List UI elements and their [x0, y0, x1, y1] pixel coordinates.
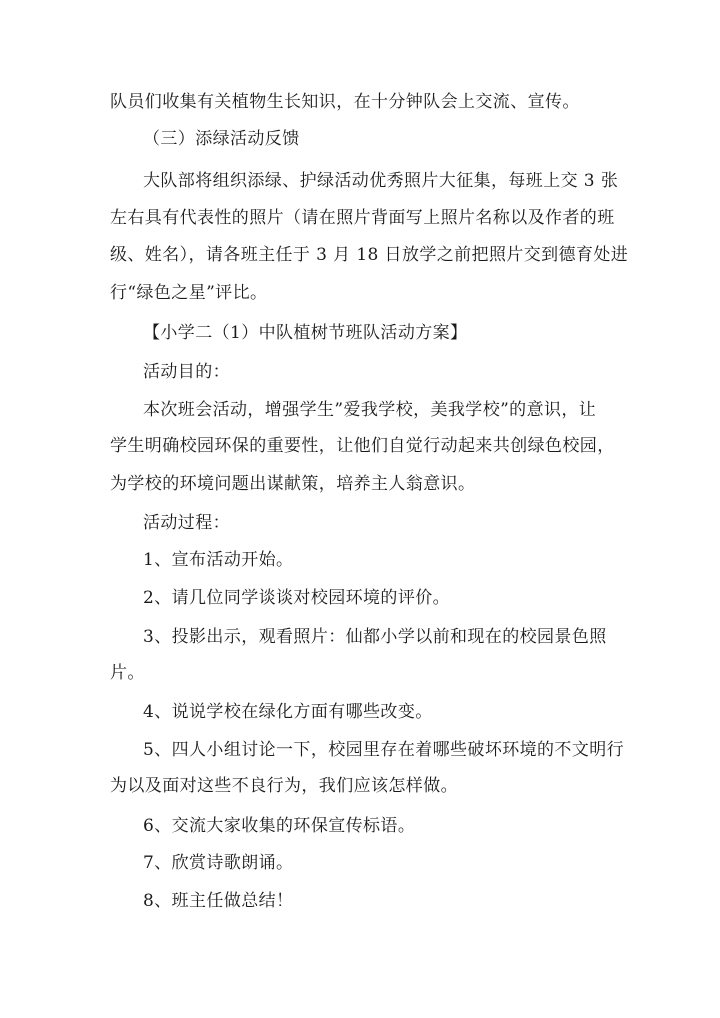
- text-line: 学生明确校园环保的重要性，让他们自觉行动起来共创绿色校园，: [110, 436, 615, 456]
- text-line: 级、姓名），请各班主任于 3 月 18 日放学之前把照片交到德育处进: [110, 245, 629, 265]
- list-item: 8、班主任做总结！: [143, 891, 294, 911]
- text-line: 行“绿色之星”评比。: [110, 283, 268, 303]
- list-item: 5、四人小组讨论一下，校园里存在着哪些破坏环境的不文明行: [143, 740, 625, 760]
- text-line: 为学校的环境问题出谋献策，培养主人翁意识。: [110, 474, 476, 494]
- text-line: 大队部将组织添绿、护绿活动优秀照片大征集，每班上交 3 张: [143, 171, 619, 191]
- list-item: 7、欣赏诗歌朗诵。: [143, 853, 294, 873]
- text-line: 为以及面对这些不良行为，我们应该怎样做。: [110, 776, 458, 796]
- list-item: 2、请几位同学谈谈对校园环境的评价。: [143, 588, 451, 608]
- plan-title: 【小学二（1）中队植树节班队活动方案】: [143, 323, 468, 343]
- list-item: 1、宣布活动开始。: [143, 550, 294, 570]
- section-heading: 活动目的：: [143, 362, 230, 382]
- list-item: 3、投影出示，观看照片：仙都小学以前和现在的校园景色照: [143, 627, 607, 647]
- list-item: 4、说说学校在绿化方面有哪些改变。: [143, 702, 433, 722]
- section-heading: 活动过程：: [143, 513, 230, 533]
- text-line: 本次班会活动，增强学生”爱我学校，美我学校”的意识，让: [143, 400, 597, 420]
- text-line: 队员们收集有关植物生长知识，在十分钟队会上交流、宣传。: [110, 92, 580, 112]
- text-line: 左右具有代表性的照片（请在照片背面写上照片名称以及作者的班: [110, 208, 615, 228]
- list-item: 6、交流大家收集的环保宣传标语。: [143, 816, 416, 836]
- text-line: 片。: [110, 663, 145, 683]
- section-heading: （三）添绿活动反馈: [143, 129, 300, 149]
